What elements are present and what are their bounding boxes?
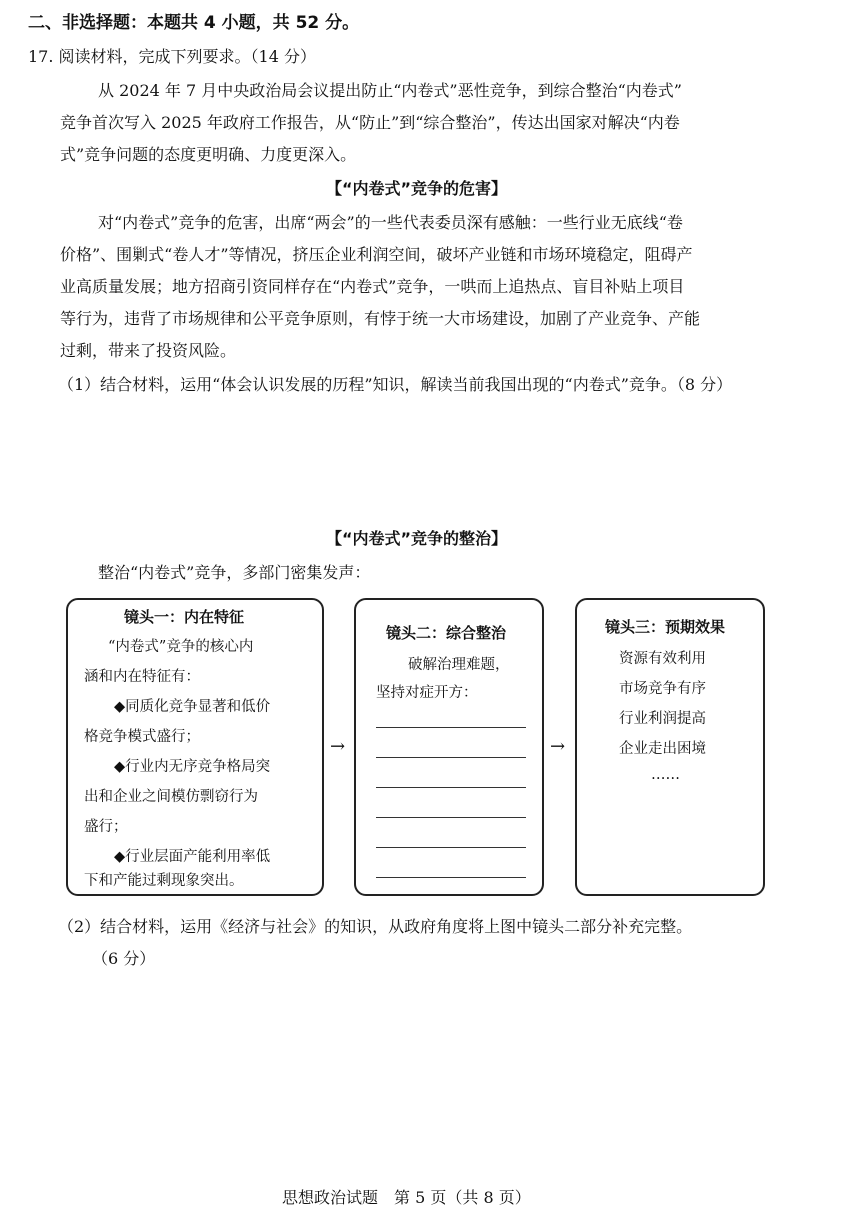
harm-heading: 【“内卷式”竞争的危害】: [326, 179, 508, 198]
box-lens-two-line: 坚持对症开方：: [376, 685, 478, 701]
box-lens-one-line: 出和企业之间模仿剽窃行为: [84, 789, 258, 805]
box-lens-one-line: 涵和内在特征有：: [84, 669, 200, 685]
box-lens-two: [354, 598, 544, 896]
box-lens-one: [66, 598, 324, 896]
box-lens-one-line: 盛行；: [84, 819, 128, 835]
answer-blank-line: [376, 877, 526, 878]
intro-line: 式”竞争问题的态度更明确、力度更深入。: [60, 145, 357, 164]
harm-line: 对“内卷式”竞争的危害，出席“两会”的一些代表委员深有感触：一些行业无底线“卷: [98, 213, 683, 232]
box-lens-three-title: 镜头三：预期效果: [605, 618, 726, 636]
box-lens-one-line: ◆行业内无序竞争格局突: [114, 759, 271, 775]
box-lens-one-line: 格竞争模式盛行；: [84, 729, 200, 745]
arrow-right-icon: →: [330, 736, 346, 757]
box-lens-one-title: 镜头一：内在特征: [124, 608, 245, 626]
answer-blank-line: [376, 727, 526, 728]
box-lens-three-line: 行业利润提高: [619, 711, 706, 727]
box-lens-three-ellipsis: ……: [651, 767, 680, 783]
answer-blank-line: [376, 757, 526, 758]
box-lens-one-line: “内卷式”竞争的核心内: [108, 639, 254, 655]
box-lens-three-line: 资源有效利用: [619, 651, 706, 667]
rectify-heading: 【“内卷式”竞争的整治】: [326, 529, 508, 548]
sub-question-2-score: （6 分）: [92, 949, 156, 968]
box-lens-one-line: 下和产能过剩现象突出。: [84, 873, 244, 889]
box-lens-three: [575, 598, 765, 896]
intro-line: 从 2024 年 7 月中央政治局会议提出防止“内卷式”恶性竞争，到综合整治“内卷式”: [98, 81, 682, 100]
arrow-right-icon: →: [550, 736, 566, 757]
box-lens-one-line: ◆行业层面产能利用率低: [114, 849, 271, 865]
harm-line: 等行为，违背了市场规律和公平竞争原则，有悖于统一大市场建设，加剧了产业竞争、产能: [60, 309, 701, 328]
rectify-intro: 整治“内卷式”竞争，多部门密集发声：: [98, 563, 371, 582]
box-lens-three-line: 企业走出困境: [619, 741, 706, 757]
harm-line: 业高质量发展；地方招商引资同样存在“内卷式”竞争，一哄而上追热点、盲目补贴上项目: [60, 277, 685, 296]
box-lens-two-line: 破解治理难题，: [408, 657, 510, 673]
intro-line: 竞争首次写入 2025 年政府工作报告，从“防止”到“综合整治”，传达出国家对解决“内卷: [60, 113, 680, 132]
sub-question-1: （1）结合材料，运用“体会认识发展的历程”知识，解读当前我国出现的“内卷式”竞争。（8 分）: [58, 375, 733, 394]
box-lens-one-line: ◆同质化竞争显著和低价: [114, 699, 271, 715]
box-lens-three-line: 市场竞争有序: [619, 681, 706, 697]
sub-question-2: （2）结合材料，运用《经济与社会》的知识，从政府角度将上图中镜头二部分补充完整。: [58, 917, 693, 936]
answer-blank-line: [376, 817, 526, 818]
harm-line: 价格”、围剿式“卷人才”等情况，挤压企业利润空间，破坏产业链和市场环境稳定，阻碍产: [60, 245, 693, 264]
question-title: 17. 阅读材料，完成下列要求。（14 分）: [28, 47, 316, 66]
answer-blank-line: [376, 847, 526, 848]
answer-blank-line: [376, 787, 526, 788]
section-heading: 二、非选择题：本题共 4 小题，共 52 分。: [28, 13, 360, 33]
page-footer: 思想政治试题 第 5 页（共 8 页）: [282, 1188, 531, 1207]
box-lens-two-title: 镜头二：综合整治: [386, 624, 507, 642]
harm-line: 过剩，带来了投资风险。: [60, 341, 237, 360]
